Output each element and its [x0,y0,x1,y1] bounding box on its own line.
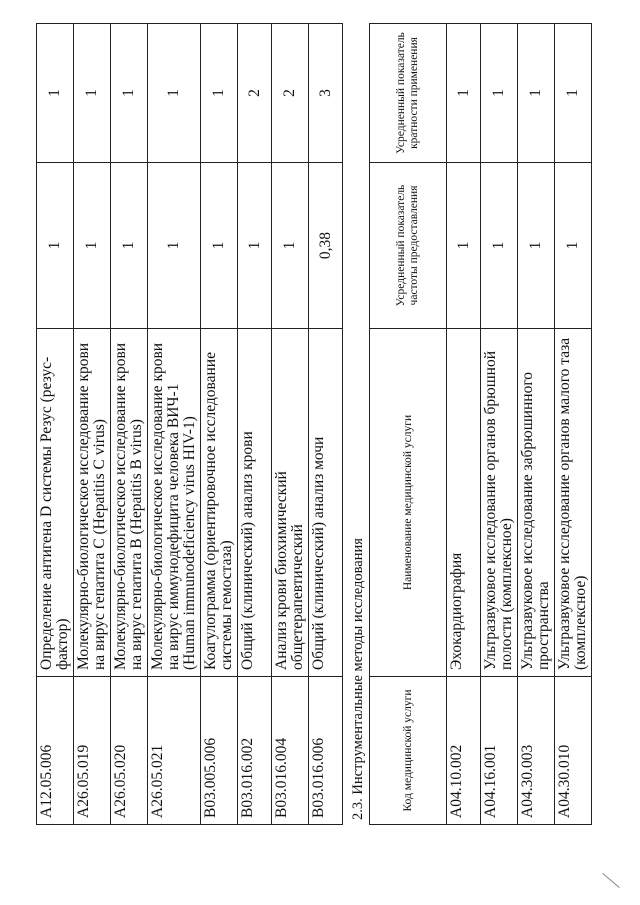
multiplicity-cell: 1 [518,24,555,163]
frequency-cell: 1 [37,163,74,329]
code-cell: A04.10.002 [447,677,481,825]
table-row [111,24,148,825]
multiplicity-cell: 1 [111,24,148,163]
services-table-top-body [37,24,343,825]
code-cell: B03.016.006 [309,677,343,825]
table-row [37,24,74,825]
name-cell: Общий (клинический) анализ мочи [309,329,343,677]
table-row [447,24,481,825]
header-multiplicity: Усредненный показатель кратности применения [370,24,447,163]
header-name: Наименование медицинской услуги [370,329,447,677]
frequency-cell: 1 [74,163,111,329]
multiplicity-cell: 2 [238,24,272,163]
table-row [272,24,309,825]
multiplicity-cell: 1 [447,24,481,163]
frequency-cell: 1 [201,163,238,329]
table-row [148,24,201,825]
frequency-cell: 1 [481,163,518,329]
code-cell: B03.016.004 [272,677,309,825]
services-table-instrumental-body [447,24,592,825]
name-cell: Определение антигена D системы Резус (резус-фактор) [37,329,74,677]
name-cell: Молекулярно-биологическое исследование крови на вирус гепатита C (Hepatitis C virus) [74,329,111,677]
name-cell: Ультразвуковое исследование забрюшинного пространства [518,329,555,677]
services-table-top [36,23,343,825]
code-cell: B03.005.006 [201,677,238,825]
header-code: Код медицинской услуги [370,677,447,825]
name-cell: Коагулограмма (ориентировочное исследование системы гемостаза) [201,329,238,677]
name-cell: Анализ крови биохимический общетерапевтический [272,329,309,677]
name-cell: Молекулярно-биологическое исследование крови на вирус иммунодефицита человека ВИЧ-1 (Human immunodeficiency virus HIV-1) [148,329,201,677]
name-cell: Общий (клинический) анализ крови [238,329,272,677]
code-cell: A12.05.006 [37,677,74,825]
section-heading: 2.3. Инструментальные методы исследования [350,538,366,820]
frequency-cell: 1 [272,163,309,329]
table-row [238,24,272,825]
frequency-cell: 1 [518,163,555,329]
multiplicity-cell: 1 [481,24,518,163]
frequency-cell: 1 [447,163,481,329]
code-cell: A04.30.003 [518,677,555,825]
name-cell: Молекулярно-биологическое исследование крови на вирус гепатита B (Hepatitis B virus) [111,329,148,677]
code-cell: A26.05.020 [111,677,148,825]
frequency-cell: 0,38 [309,163,343,329]
frequency-cell: 1 [111,163,148,329]
multiplicity-cell: 2 [272,24,309,163]
table-row [481,24,518,825]
multiplicity-cell: 3 [309,24,343,163]
table-row [555,24,592,825]
multiplicity-cell: 1 [74,24,111,163]
frequency-cell: 1 [555,163,592,329]
table-row [74,24,111,825]
multiplicity-cell: 1 [148,24,201,163]
table-header-row [370,24,447,825]
code-cell: A26.05.019 [74,677,111,825]
multiplicity-cell: 1 [201,24,238,163]
multiplicity-cell: 1 [555,24,592,163]
table-row [309,24,343,825]
frequency-cell: 1 [238,163,272,329]
name-cell: Ультразвуковое исследование органов брюшной полости (комплексное) [481,329,518,677]
table-row [518,24,555,825]
frequency-cell: 1 [148,163,201,329]
code-cell: A26.05.021 [148,677,201,825]
code-cell: A04.30.010 [555,677,592,825]
services-table-instrumental [369,23,592,825]
code-cell: B03.016.002 [238,677,272,825]
name-cell: Эхокардиография [447,329,481,677]
multiplicity-cell: 1 [37,24,74,163]
name-cell: Ультразвуковое исследование органов малого таза (комплексное) [555,329,592,677]
table-row [201,24,238,825]
code-cell: A04.16.001 [481,677,518,825]
header-frequency: Усредненный показатель частоты предоставления [370,163,447,329]
